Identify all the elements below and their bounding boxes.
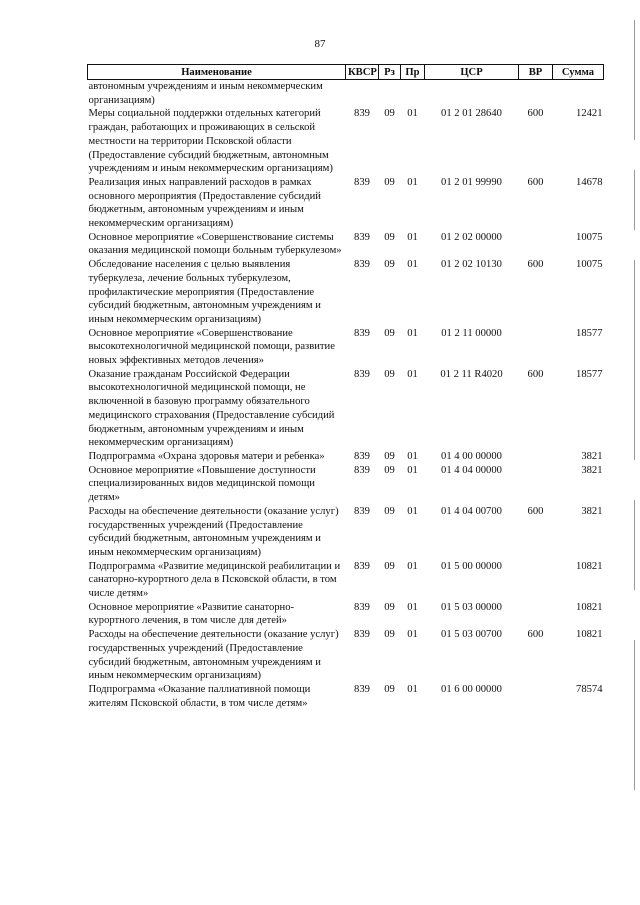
table-body xyxy=(88,80,604,711)
cell-kvsr xyxy=(346,80,379,108)
cell-vr xyxy=(519,450,553,464)
cell-vr xyxy=(519,601,553,628)
cell-csr: 01 4 00 00000 xyxy=(441,450,502,462)
cell-pr: 01 xyxy=(407,683,418,695)
cell-rz: 09 xyxy=(384,601,395,613)
cell-sum: 3821 xyxy=(581,450,603,462)
cell-csr: 01 5 03 00000 xyxy=(441,601,502,613)
cell-sum: 18577 xyxy=(576,368,603,380)
cell-rz: 09 xyxy=(384,560,395,572)
cell-name: Основное мероприятие «Совершенствование системы оказания медицинской помощи больным туберкулезом» xyxy=(88,231,342,257)
cell-vr xyxy=(519,327,553,368)
table-row xyxy=(88,176,604,231)
cell-pr: 01 xyxy=(407,368,418,380)
cell-pr: 01 xyxy=(407,464,418,476)
cell-pr: 01 xyxy=(407,231,418,243)
cell-sum: 10821 xyxy=(576,560,603,572)
table-row xyxy=(88,560,604,601)
cell-rz: 09 xyxy=(384,231,395,243)
cell-vr xyxy=(519,464,553,505)
cell-kvsr: 839 xyxy=(354,450,370,462)
table-row xyxy=(88,464,604,505)
table-row xyxy=(88,450,604,464)
header-csr: ЦСР xyxy=(425,65,519,80)
cell-kvsr: 839 xyxy=(354,327,370,339)
scan-edge-marks xyxy=(630,0,640,905)
table-row xyxy=(88,80,604,108)
cell-pr: 01 xyxy=(407,505,418,517)
cell-name: Основное мероприятие «Развитие санаторно-курортного лечения, в том числе для детей» xyxy=(88,601,295,627)
cell-kvsr: 839 xyxy=(354,683,370,695)
cell-name: Расходы на обеспечение деятельности (оказание услуг) государственных учреждений (Предоставление субсидий бюджетным, автономным учреждениям и иным некоммерческим организациям) xyxy=(88,505,339,558)
table-row xyxy=(88,368,604,450)
cell-rz: 09 xyxy=(384,464,395,476)
cell-sum: 10821 xyxy=(576,629,603,641)
cell-rz: 09 xyxy=(384,683,395,695)
cell-kvsr: 839 xyxy=(354,601,370,613)
header-kvsr: КВСР xyxy=(346,65,379,80)
cell-csr: 01 2 11 R4020 xyxy=(440,368,503,380)
table-row xyxy=(88,107,604,176)
cell-vr: 600 xyxy=(527,176,544,188)
cell-rz: 09 xyxy=(384,368,395,380)
cell-rz: 09 xyxy=(384,259,395,271)
cell-sum: 12421 xyxy=(576,108,603,120)
cell-name: Обследование населения с целью выявления туберкулеза, лечение больных туберкулезом, профилактические мероприятия (Предоставление субсидий бюджетным, автономным учреждениям и иным некоммерческим организациям) xyxy=(88,259,321,325)
cell-pr: 01 xyxy=(407,601,418,613)
cell-kvsr: 839 xyxy=(354,108,370,120)
cell-sum xyxy=(553,80,604,108)
cell-csr: 01 4 04 00700 xyxy=(441,505,502,517)
cell-csr: 01 2 01 99990 xyxy=(441,176,502,188)
header-vr: ВР xyxy=(519,65,553,80)
cell-pr: 01 xyxy=(407,560,418,572)
cell-vr: 600 xyxy=(527,108,544,120)
cell-vr xyxy=(519,231,553,258)
cell-name: Подпрограмма «Развитие медицинской реабилитации и санаторно-курортного дела в Псковской области, в том числе детям» xyxy=(88,560,341,600)
cell-pr: 01 xyxy=(407,327,418,339)
table-row xyxy=(88,601,604,628)
cell-csr: 01 2 11 00000 xyxy=(441,327,502,339)
cell-rz: 09 xyxy=(384,629,395,641)
cell-pr: 01 xyxy=(407,629,418,641)
table-row xyxy=(88,628,604,683)
cell-pr: 01 xyxy=(407,108,418,120)
cell-rz: 09 xyxy=(384,450,395,462)
table-header-row xyxy=(88,65,604,80)
cell-name: Подпрограмма «Охрана здоровья матери и ребенка» xyxy=(88,450,325,462)
cell-vr xyxy=(519,683,553,710)
cell-csr: 01 5 00 00000 xyxy=(441,560,502,572)
cell-kvsr: 839 xyxy=(354,176,370,188)
header-pr: Пр xyxy=(401,65,425,80)
cell-name: Меры социальной поддержки отдельных категорий граждан, работающих и проживающих в сельской местности на территории Псковской области (Предоставление субсидий бюджетным, автономным учреждениям и иным некоммерческим организациям) xyxy=(88,108,333,175)
cell-kvsr: 839 xyxy=(354,231,370,243)
cell-rz xyxy=(379,80,401,108)
cell-kvsr: 839 xyxy=(354,505,370,517)
cell-csr: 01 5 03 00700 xyxy=(441,629,502,641)
cell-name: Расходы на обеспечение деятельности (оказание услуг) государственных учреждений (Предоставление субсидий бюджетным, автономным учреждениям и иным некоммерческим организациям) xyxy=(88,629,339,682)
cell-pr: 01 xyxy=(407,176,418,188)
cell-kvsr: 839 xyxy=(354,560,370,572)
cell-csr: 01 2 02 00000 xyxy=(441,231,502,243)
cell-vr xyxy=(519,80,553,108)
cell-pr: 01 xyxy=(407,259,418,271)
cell-name: Реализация иных направлений расходов в рамках основного мероприятия (Предоставление субсидий бюджетным, автономным учреждениям и иным некоммерческим организациям) xyxy=(88,176,321,230)
cell-rz: 09 xyxy=(384,505,395,517)
cell-csr: 01 6 00 00000 xyxy=(441,683,502,695)
cell-rz: 09 xyxy=(384,108,395,120)
cell-sum: 10075 xyxy=(576,259,603,271)
cell-vr xyxy=(519,560,553,601)
cell-sum: 3821 xyxy=(581,464,603,476)
cell-csr: 01 2 01 28640 xyxy=(441,108,502,120)
cell-vr: 600 xyxy=(527,259,544,271)
cell-kvsr: 839 xyxy=(354,368,370,380)
cell-rz: 09 xyxy=(384,327,395,339)
cell-pr xyxy=(401,80,425,108)
cell-sum: 10075 xyxy=(576,231,603,243)
page-number: 87 xyxy=(314,38,326,50)
cell-name: Оказание гражданам Российской Федерации высокотехнологичной медицинской помощи, не включенной в базовую программу обязательного медицинского страхования (Предоставление субсидий бюджетным, автономным учреждениям и иным некоммерческим организациям) xyxy=(88,368,335,449)
header-name: Наименование xyxy=(88,65,346,80)
cell-kvsr: 839 xyxy=(354,464,370,476)
cell-vr: 600 xyxy=(527,368,544,380)
cell-sum: 3821 xyxy=(581,505,603,517)
cell-sum: 10821 xyxy=(576,601,603,613)
cell-csr: 01 2 02 10130 xyxy=(441,259,502,271)
cell-sum: 18577 xyxy=(576,327,603,339)
table-row xyxy=(88,258,604,327)
cell-sum: 14678 xyxy=(576,176,603,188)
header-rz: Рз xyxy=(379,65,401,80)
budget-table xyxy=(87,64,604,710)
cell-csr: 01 4 04 00000 xyxy=(441,464,502,476)
table-row xyxy=(88,505,604,560)
header-sum: Сумма xyxy=(553,65,604,80)
cell-name: Основное мероприятие «Повышение доступности специализированных видов медицинской помощи детям» xyxy=(88,464,316,504)
cell-name: Подпрограмма «Оказание паллиативной помощи жителям Псковской области, в том числе детям» xyxy=(88,683,311,709)
cell-sum: 78574 xyxy=(576,683,603,695)
cell-name: Основное мероприятие «Совершенствование высокотехнологичной медицинской помощи, развитие новых эффективных методов лечения» xyxy=(88,327,335,367)
table-row xyxy=(88,327,604,368)
cell-vr: 600 xyxy=(527,629,544,641)
cell-pr: 01 xyxy=(407,450,418,462)
table-row xyxy=(88,683,604,710)
cell-rz: 09 xyxy=(384,176,395,188)
cell-kvsr: 839 xyxy=(354,259,370,271)
table-row xyxy=(88,231,604,258)
cell-vr: 600 xyxy=(527,505,544,517)
cell-csr xyxy=(425,80,519,108)
cell-name: автономным учреждениям и иным некоммерческим организациям) xyxy=(88,81,323,106)
cell-kvsr: 839 xyxy=(354,629,370,641)
